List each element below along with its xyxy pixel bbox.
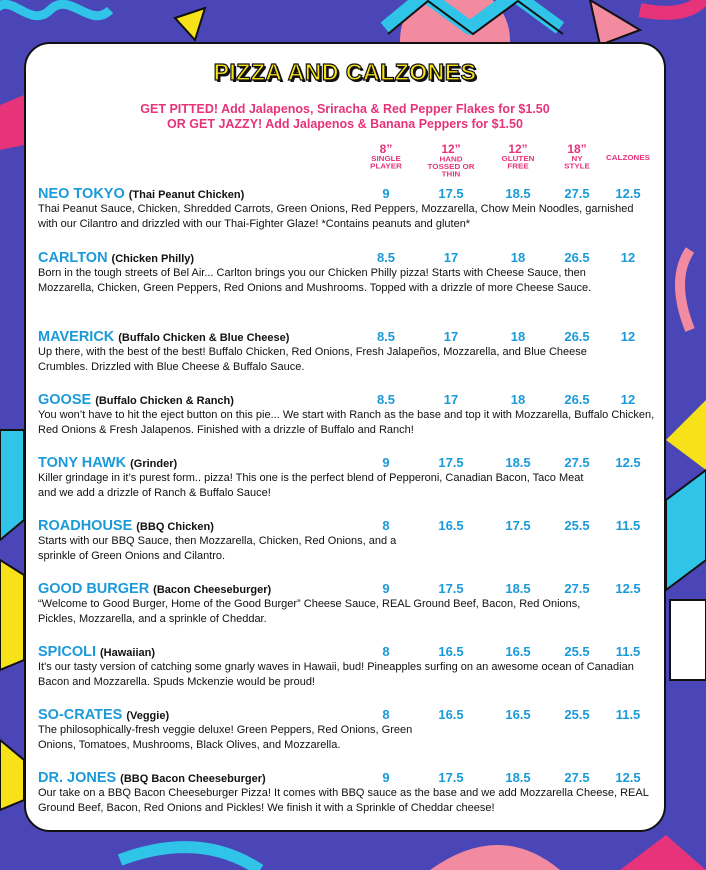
- item-name: GOOD BURGER: [38, 581, 150, 597]
- price-18in: 27.5: [564, 770, 590, 785]
- menu-title: PIZZA AND CALZONES: [213, 59, 477, 85]
- price-18in: 25.5: [564, 707, 590, 722]
- price-calzone: 12.5: [615, 770, 641, 785]
- item-name: SO-CRATES: [38, 707, 123, 723]
- price-calzone: 12: [620, 329, 636, 344]
- price-8in: 9: [382, 770, 390, 785]
- price-calzone: 12.5: [615, 455, 641, 470]
- price-8in: 9: [382, 455, 390, 470]
- item-subtitle: (Bacon Cheeseburger): [153, 584, 272, 596]
- col-header-ny-style: 18” NY STYLE: [564, 142, 590, 171]
- item-description: Starts with our BBQ Sauce, then Mozzarella, Chicken, Red Onions, and a sprinkle of Green Onions and Cilantro.: [38, 535, 397, 562]
- item-description: The philosophically-fresh veggie deluxe! Green Peppers, Red Onions, Green Onions, Tomatoes, Mushrooms, Black Olives, and Mozzarella.: [38, 724, 413, 751]
- price-12in: 17.5: [438, 455, 464, 470]
- price-12in: 17.5: [438, 770, 464, 785]
- item-name: DR. JONES: [38, 770, 117, 786]
- price-18in: 26.5: [564, 392, 590, 407]
- item-subtitle: (Grinder): [130, 458, 178, 470]
- item-description: Our take on a BBQ Bacon Cheeseburger Pizza! It comes with BBQ sauce as the base and we add Mozzarella Cheese, REAL Ground Beef, Bacon, Red Onions and Pickles! We finish it with a Sprinkle of Cheddar cheese!: [38, 787, 649, 814]
- price-8in: 8.5: [376, 250, 396, 265]
- price-12in: 16.5: [438, 644, 464, 659]
- price-calzone: 11.5: [615, 707, 641, 722]
- price-18in: 27.5: [564, 186, 590, 201]
- item-name: SPICOLI: [38, 644, 97, 660]
- col-header-gluten-free: 12” GLUTEN FREE: [501, 142, 535, 171]
- item-subtitle: (Veggie): [126, 710, 170, 722]
- item-description: Born in the tough streets of Bel Air... Carlton brings you our Chicken Philly pizza! Starts with Cheese Sauce, then Mozzarella, Chicken, Green Peppers, Red Onions and Mushrooms. Topped with a drizzle of more Cheese Sauce.: [38, 267, 592, 294]
- item-description: It's our tasty version of catching some gnarly waves in Hawaii, bud! Pineapples surfing on an awesome ocean of Canadian Bacon and Mozzarella. Spuds Mckenzie would be proud!: [38, 661, 634, 688]
- price-8in: 8: [382, 707, 390, 722]
- price-calzone: 11.5: [615, 644, 641, 659]
- price-18in: 26.5: [564, 329, 590, 344]
- item-description: Thai Peanut Sauce, Chicken, Shredded Carrots, Green Onions, Red Peppers, Mozzarella, Chow Mein Noodles, garnished with our Cilantro and drizzled with our Thai-Fighter Glaze! *Contains peanuts and gluten*: [38, 203, 634, 230]
- price-12in: 17: [443, 250, 459, 265]
- price-18in: 27.5: [564, 455, 590, 470]
- price-12in-gluten-free: 18.5: [505, 770, 531, 785]
- menu-card: [24, 42, 666, 832]
- col-header-calzones: CALZONES: [606, 153, 650, 162]
- price-18in: 26.5: [564, 250, 590, 265]
- price-18in: 25.5: [564, 644, 590, 659]
- price-12in-gluten-free: 18.5: [505, 455, 531, 470]
- price-8in: 9: [382, 186, 390, 201]
- price-8in: 8.5: [376, 392, 396, 407]
- item-subtitle: (Thai Peanut Chicken): [128, 189, 245, 201]
- price-12in-gluten-free: 17.5: [505, 518, 531, 533]
- price-8in: 8.5: [376, 329, 396, 344]
- price-12in-gluten-free: 18: [510, 329, 526, 344]
- price-12in-gluten-free: 18.5: [505, 581, 531, 596]
- price-calzone: 12: [620, 392, 636, 407]
- price-8in: 8: [382, 644, 390, 659]
- item-name: GOOSE: [38, 392, 92, 408]
- item-description: You won’t have to hit the eject button on this pie... We start with Ranch as the base and top it with Mozzarella, Buffalo Chicken, Red Onions & Fresh Jalapenos. Finished with a drizzle of Buffalo and Ranch!: [38, 409, 655, 436]
- item-subtitle: (Buffalo Chicken & Blue Cheese): [118, 332, 290, 344]
- price-calzone: 12: [620, 250, 636, 265]
- item-description: Killer grindage in it’s purest form.. pizza! This one is the perfect blend of Pepperoni, Canadian Bacon, Taco Meat and we add a drizzle of Ranch & Buffalo Sauce!: [38, 472, 584, 499]
- item-name: NEO TOKYO: [38, 186, 125, 202]
- item-subtitle: (BBQ Chicken): [136, 521, 214, 533]
- promo-line-1: GET PITTED! Add Jalapenos, Sriracha & Red Pepper Flakes for $1.50: [140, 102, 550, 116]
- col-header-hand-tossed: 12” HAND TOSSED OR THIN: [427, 142, 475, 179]
- price-8in: 9: [382, 581, 390, 596]
- price-12in: 17.5: [438, 186, 464, 201]
- item-subtitle: (Buffalo Chicken & Ranch): [95, 395, 234, 407]
- price-18in: 25.5: [564, 518, 590, 533]
- price-12in-gluten-free: 18: [510, 392, 526, 407]
- price-calzone: 12.5: [615, 186, 641, 201]
- price-8in: 8: [382, 518, 390, 533]
- price-calzone: 11.5: [615, 518, 641, 533]
- item-description: “Welcome to Good Burger, Home of the Good Burger” Cheese Sauce, REAL Ground Beef, Bacon, Red Onions, Pickles, Mozzarella, and a sprinkle of Cheddar.: [38, 598, 581, 625]
- price-12in: 17: [443, 329, 459, 344]
- item-name: MAVERICK: [38, 329, 115, 345]
- item-description: Up there, with the best of the best! Buffalo Chicken, Red Onions, Fresh Jalapeños, Mozzarella, and Blue Cheese Crumbles. Drizzled with Blue Cheese & Buffalo Sauce.: [38, 346, 587, 373]
- item-name: CARLTON: [38, 250, 108, 266]
- item-subtitle: (Chicken Philly): [111, 253, 195, 265]
- price-12in: 17.5: [438, 581, 464, 596]
- item-name: TONY HAWK: [38, 455, 127, 471]
- price-12in-gluten-free: 16.5: [505, 644, 531, 659]
- price-12in: 16.5: [438, 518, 464, 533]
- price-12in-gluten-free: 16.5: [505, 707, 531, 722]
- price-18in: 27.5: [564, 581, 590, 596]
- item-subtitle: (BBQ Bacon Cheeseburger): [120, 773, 266, 785]
- item-subtitle: (Hawaiian): [100, 647, 156, 659]
- promo-line-2: OR GET JAZZY! Add Jalapenos & Banana Peppers for $1.50: [167, 117, 523, 131]
- price-12in-gluten-free: 18.5: [505, 186, 531, 201]
- item-name: ROADHOUSE: [38, 518, 133, 534]
- price-12in: 16.5: [438, 707, 464, 722]
- col-header-single: 8” SINGLE PLAYER: [370, 142, 402, 171]
- price-12in: 17: [443, 392, 459, 407]
- price-12in-gluten-free: 18: [510, 250, 526, 265]
- price-calzone: 12.5: [615, 581, 641, 596]
